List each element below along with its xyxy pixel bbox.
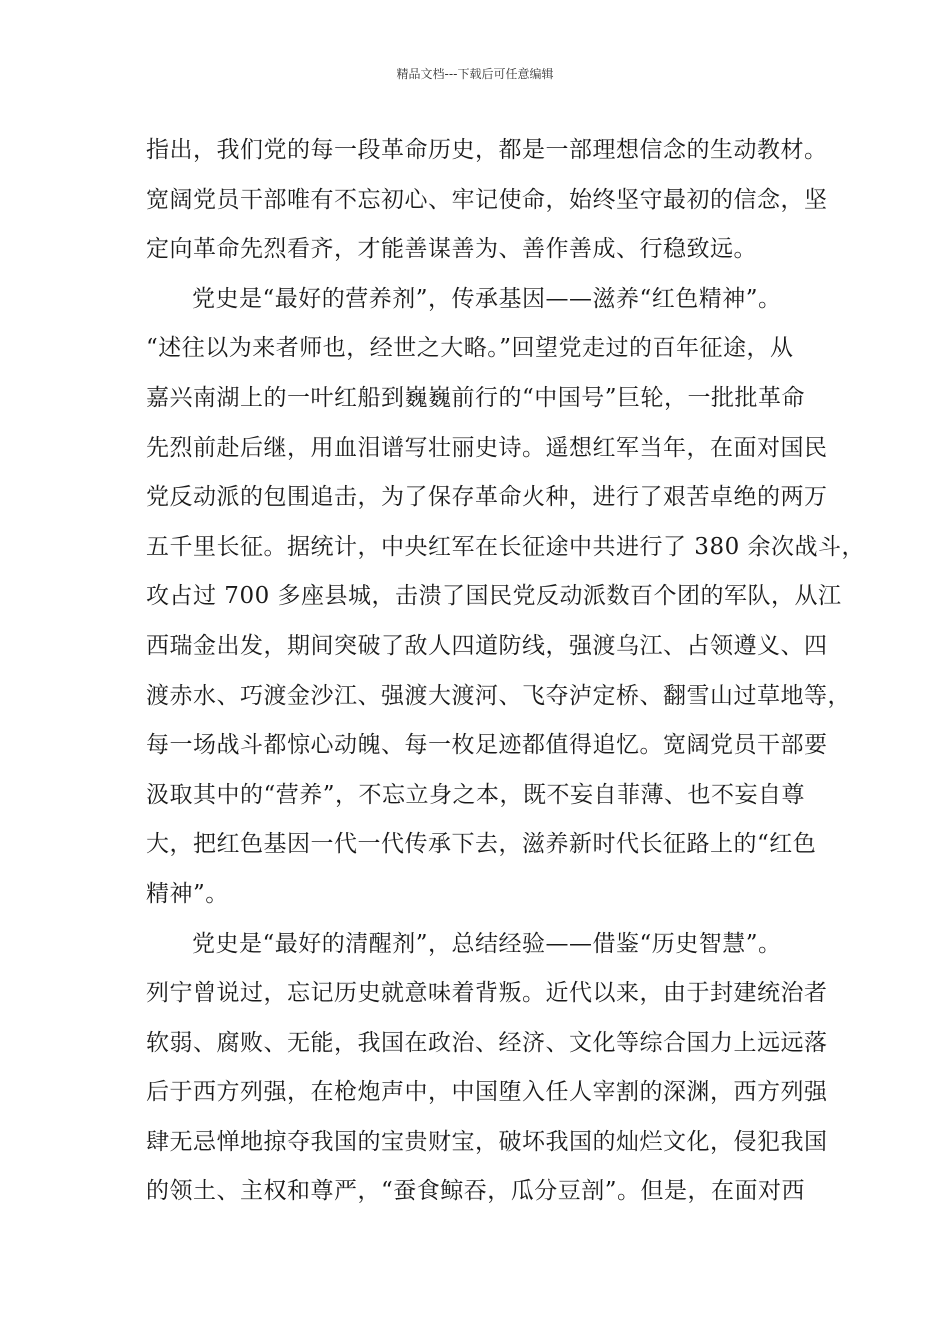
- text-line: 列宁曾说过，忘记历史就意味着背叛。近代以来，由于封建统治者: [146, 980, 828, 1007]
- text-line: 软弱、腐败、无能，我国在政治、经济、文化等综合国力上远远落: [146, 1029, 828, 1056]
- text-line: 攻占过 700 多座县城，击溃了国民党反动派数百个团的军队，从江: [146, 583, 842, 610]
- text-line: 先烈前赴后继，用血泪谱写壮丽史诗。遥想红军当年，在面对国民: [146, 434, 828, 461]
- text-line: 精神”。: [146, 880, 229, 907]
- text-line: 肆无忌惮地掠夺我国的宝贵财宝，破坏我国的灿烂文化，侵犯我国: [146, 1128, 828, 1155]
- text-line: 宽阔党员干部唯有不忘初心、牢记使命，始终坚守最初的信念，坚: [146, 186, 828, 213]
- document-body: [146, 126, 866, 1217]
- text-line: 西瑞金出发，期间突破了敌人四道防线，强渡乌江、占领遵义、四: [146, 632, 828, 659]
- text-line: 党反动派的包围追击，为了保存革命火种，进行了艰苦卓绝的两万: [146, 484, 828, 511]
- text-line: 党史是“最好的清醒剂”，总结经验——借鉴“历史智慧”。: [192, 930, 782, 957]
- text-line: 汲取其中的“营养”，不忘立身之本，既不妄自菲薄、也不妄自尊: [146, 781, 806, 808]
- text-line: 党史是“最好的营养剂”，传承基因——滋养“红色精神”。: [192, 285, 782, 312]
- text-line: 的领土、主权和尊严，“蚕食鲸吞，瓜分豆剖”。但是，在面对西: [146, 1178, 806, 1205]
- text-line: 定向革命先烈看齐，才能善谋善为、善作善成、行稳致远。: [146, 236, 757, 263]
- text-line: 每一场战斗都惊心动魄、每一枚足迹都值得追忆。宽阔党员干部要: [146, 732, 828, 759]
- text-line: 嘉兴南湖上的一叶红船到巍巍前行的“中国号”巨轮，一批批革命: [146, 384, 806, 411]
- text-line: 大，把红色基因一代一代传承下去，滋养新时代长征路上的“红色: [146, 831, 817, 858]
- text-line: 渡赤水、巧渡金沙江、强渡大渡河、飞夺泸定桥、翻雪山过草地等，: [146, 682, 851, 709]
- text-line: 指出，我们党的每一段革命历史，都是一部理想信念的生动教材。: [146, 137, 828, 163]
- text-line: 后于西方列强，在枪炮声中，中国堕入任人宰割的深渊，西方列强: [146, 1079, 828, 1106]
- text-line: “述往以为来者师也，经世之大略。”回望党走过的百年征途，从: [146, 335, 794, 362]
- page-header: 精品文档---下载后可任意编辑: [396, 67, 554, 81]
- text-line: 五千里长征。据统计，中央红军在长征途中共进行了 380 余次战斗，: [146, 533, 866, 560]
